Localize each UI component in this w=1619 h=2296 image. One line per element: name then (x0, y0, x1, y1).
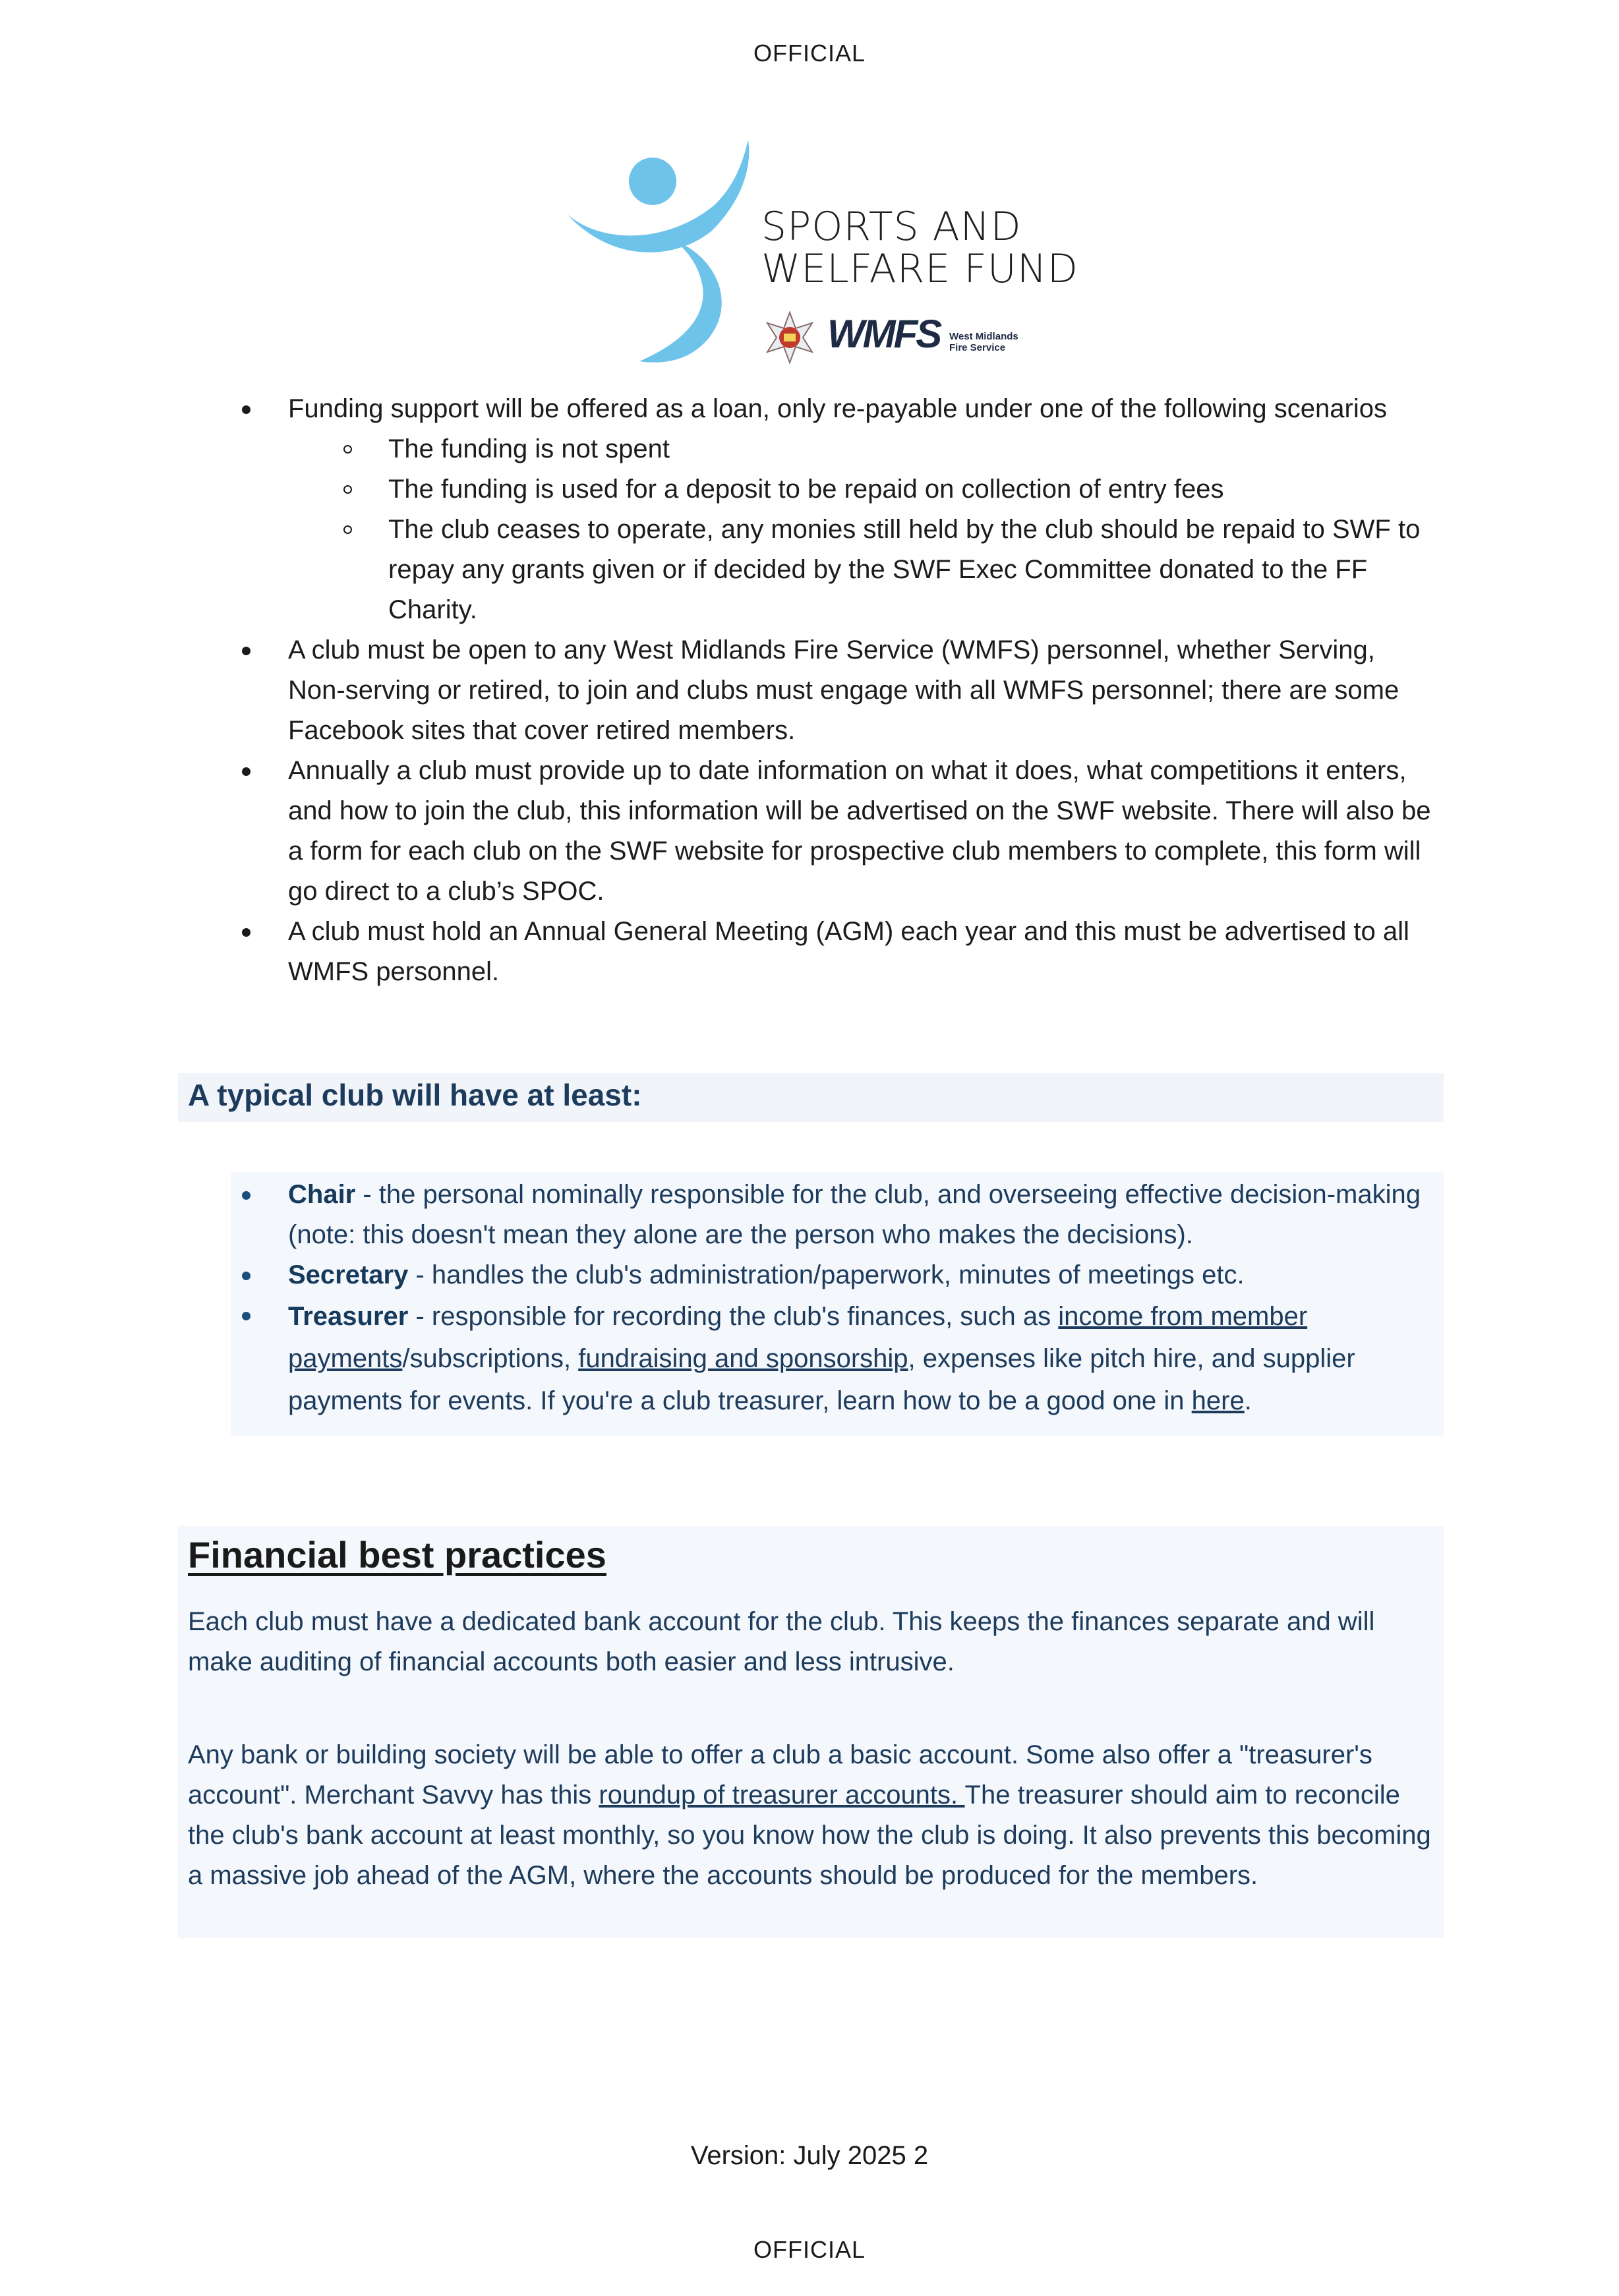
role-description: - handles the club's administration/paperwork, minutes of meetings etc. (408, 1260, 1245, 1289)
loan-scenarios-list (288, 429, 1434, 630)
role-chair (188, 1175, 1434, 1255)
club-roles-list (188, 1175, 1434, 1422)
role-description: , expenses like pitch hire, and supplier payments for events. If you're a club treasurer, learn how to be a good one in (288, 1344, 1355, 1415)
classification-header: OFFICIAL (753, 40, 866, 67)
list-item: A club must be open to any West Midlands Fire Service (WMFS) personnel, whether Serving, Non-serving or retired, to join and clubs must engage with all WMFS personnel; there are some Facebook sites that cover retired members. (188, 630, 1434, 751)
list-item: Annually a club must provide up to date information on what it does, what competitions it enters, and how to join the club, this information will be advertised on the SWF website. There will also be a form for each club on the SWF website for prospective club members to complete, this form will go direct to a club’s SPOC. (188, 751, 1434, 912)
role-treasurer (188, 1295, 1434, 1422)
paragraph-text: Any bank or building society will be able to offer a club a basic account. Some also offer a "treasurer's account". Merchant Savvy has this (188, 1740, 1372, 1810)
paragraph-text: The treasurer should aim to reconcile the club's bank account at least monthly, so you know how the club is doing. It also prevents this becoming a massive job ahead of the AGM, where the accounts should be produced for the members. (188, 1781, 1431, 1890)
list-item (188, 389, 1434, 630)
role-label: Treasurer (288, 1302, 409, 1331)
role-description: - the personal nominally responsible for the club, and overseeing effective decision-making (note: this doesn't mean they alone are the person who makes the decisions). (288, 1180, 1421, 1249)
sports-welfare-fund-logo (560, 132, 1078, 369)
list-item: A club must hold an Annual General Meeting (AGM) each year and this must be advertised to all WMFS personnel. (188, 912, 1434, 992)
wmfs-subtitle (949, 331, 1018, 353)
club-requirements-list (188, 389, 1434, 992)
logo-title-line1: SPORTS AND (761, 204, 1022, 250)
role-description: - responsible for recording the club's finances, such as (408, 1302, 1059, 1331)
wmfs-subtitle-line2: Fire Service (949, 342, 1006, 353)
wmfs-subtitle-line1: West Midlands (949, 331, 1018, 342)
list-item: The funding is not spent (288, 429, 1434, 469)
role-label: Secretary (288, 1260, 409, 1289)
income-from-member-payments-link[interactable]: income from member payments (288, 1302, 1308, 1373)
loan-intro-text: Funding support will be offered as a loan, only re-payable under one of the following scenarios (288, 394, 1387, 423)
role-label: Chair (288, 1180, 356, 1209)
fire-service-emblem-icon (767, 312, 812, 363)
treasurer-guide-link[interactable]: here (1191, 1386, 1245, 1415)
financial-best-practices-heading: Financial best practices (188, 1534, 606, 1575)
typical-club-heading: A typical club will have at least: (188, 1078, 642, 1112)
version-label: Version: July 2025 2 (690, 2141, 929, 2170)
wmfs-mark: WMFS (827, 312, 941, 356)
fundraising-and-sponsorship-link[interactable]: fundraising and sponsorship (578, 1344, 908, 1373)
treasurer-accounts-paragraph (188, 1735, 1434, 1896)
list-item: The club ceases to operate, any monies still held by the club should be repaid to SWF to repay any grants given or if decided by the SWF Exec Committee donated to the FF Charity. (288, 510, 1434, 630)
roundup-of-treasurer-accounts-link[interactable]: roundup of treasurer accounts. (599, 1781, 965, 1810)
bank-account-paragraph: Each club must have a dedicated bank account for the club. This keeps the finances separate and will make auditing of financial accounts both easier and less intrusive. (188, 1607, 1375, 1676)
list-item: The funding is used for a deposit to be repaid on collection of entry fees (288, 469, 1434, 510)
classification-footer: OFFICIAL (753, 2236, 866, 2263)
role-description: /subscriptions, (402, 1344, 579, 1373)
logo-title (761, 206, 1078, 290)
logo-title-line2: WELFARE FUND (761, 246, 1078, 292)
role-description: . (1244, 1386, 1252, 1415)
role-secretary (188, 1255, 1434, 1295)
